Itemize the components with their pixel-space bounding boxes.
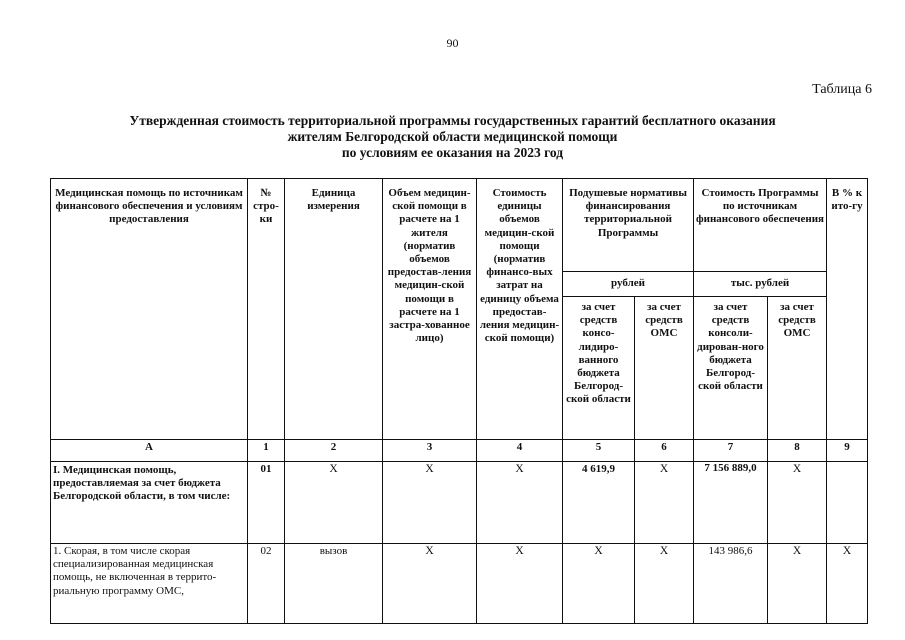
row-line-number: 01 [248,462,285,544]
row-per-capita-budget: 4 619,9 [563,462,635,544]
row-unit-cost: Х [477,462,563,544]
row-unit: вызов [285,544,383,624]
header-percent: В % к ито-гу [827,179,868,440]
column-number: 1 [248,440,285,462]
header-unit-rub: рублей [563,272,694,297]
column-number: А [51,440,248,462]
row-line-number: 02 [248,544,285,624]
row-percent: Х [827,544,868,624]
table-row [51,462,868,544]
row-volume: Х [383,462,477,544]
row-cost-oms: Х [768,544,827,624]
column-number: 3 [383,440,477,462]
row-per-capita-oms: Х [635,462,694,544]
row-cost-oms: Х [768,462,827,544]
page-number: 90 [446,36,459,50]
column-number: 4 [477,440,563,462]
row-per-capita-budget: Х [563,544,635,624]
header-volume: Объем медицин-ской помощи в расчете на 1 жителя (норматив объемов предостав-ления медицин-ской помощи в расчете на 1 застра-хованное лицо) [383,179,477,440]
row-name: 1. Скорая, в том числе скорая специализированная медицинская помощь, не включенная в террито-риальную программу ОМС, [51,544,248,624]
row-unit-cost: Х [477,544,563,624]
column-number: 2 [285,440,383,462]
column-number-row [51,440,868,462]
table-label: Таблица 6 [812,82,872,97]
column-number: 9 [827,440,868,462]
row-volume: Х [383,544,477,624]
row-cost-budget: 143 986,6 [694,544,768,624]
row-name: I. Медицинская помощь, предоставляемая за счет бюджета Белгородской области, в том числе: [51,462,248,544]
header-line-number: № стро-ки [248,179,285,440]
header-unit-thousand-rub: тыс. рублей [694,272,827,297]
header-cost-group: Стоимость Программы по источникам финансового обеспечения [694,179,827,272]
header-per-capita-group: Подушевые нормативы финансирования территориальной Программы [563,179,694,272]
row-per-capita-oms: Х [635,544,694,624]
document-title [60,113,845,161]
header-per-capita-oms: за счет средств ОМС [635,297,694,440]
header-cost-oms: за счет средств ОМС [768,297,827,440]
header-unit-cost: Стоимость единицы объемов медицин-ской помощи (норматив финансо-вых затрат на единицу объема предостав-ления медицин-ской помощи) [477,179,563,440]
title-line-3: по условиям ее оказания на 2023 год [341,145,564,160]
title-line-2: жителям Белгородской области медицинской помощи [287,129,618,144]
row-cost-budget: 7 156 889,0 [694,462,768,544]
row-percent [827,462,868,544]
row-unit: Х [285,462,383,544]
header-cost-budget: за счет средств консоли-дирован-ного бюджета Белгород-ской области [694,297,768,440]
header-unit: Единица измерения [285,179,383,440]
title-line-1: Утвержденная стоимость территориальной программы государственных гарантий бесплатного оказания [129,113,776,128]
header-per-capita-budget: за счет средств консо-лидиро-ванного бюджета Белгород-ской области [563,297,635,440]
column-number: 6 [635,440,694,462]
column-number: 5 [563,440,635,462]
column-number: 8 [768,440,827,462]
table-row [51,544,868,624]
header-service: Медицинская помощь по источникам финансового обеспечения и условиям предоставления [51,179,248,440]
column-number: 7 [694,440,768,462]
cost-table [50,178,868,624]
